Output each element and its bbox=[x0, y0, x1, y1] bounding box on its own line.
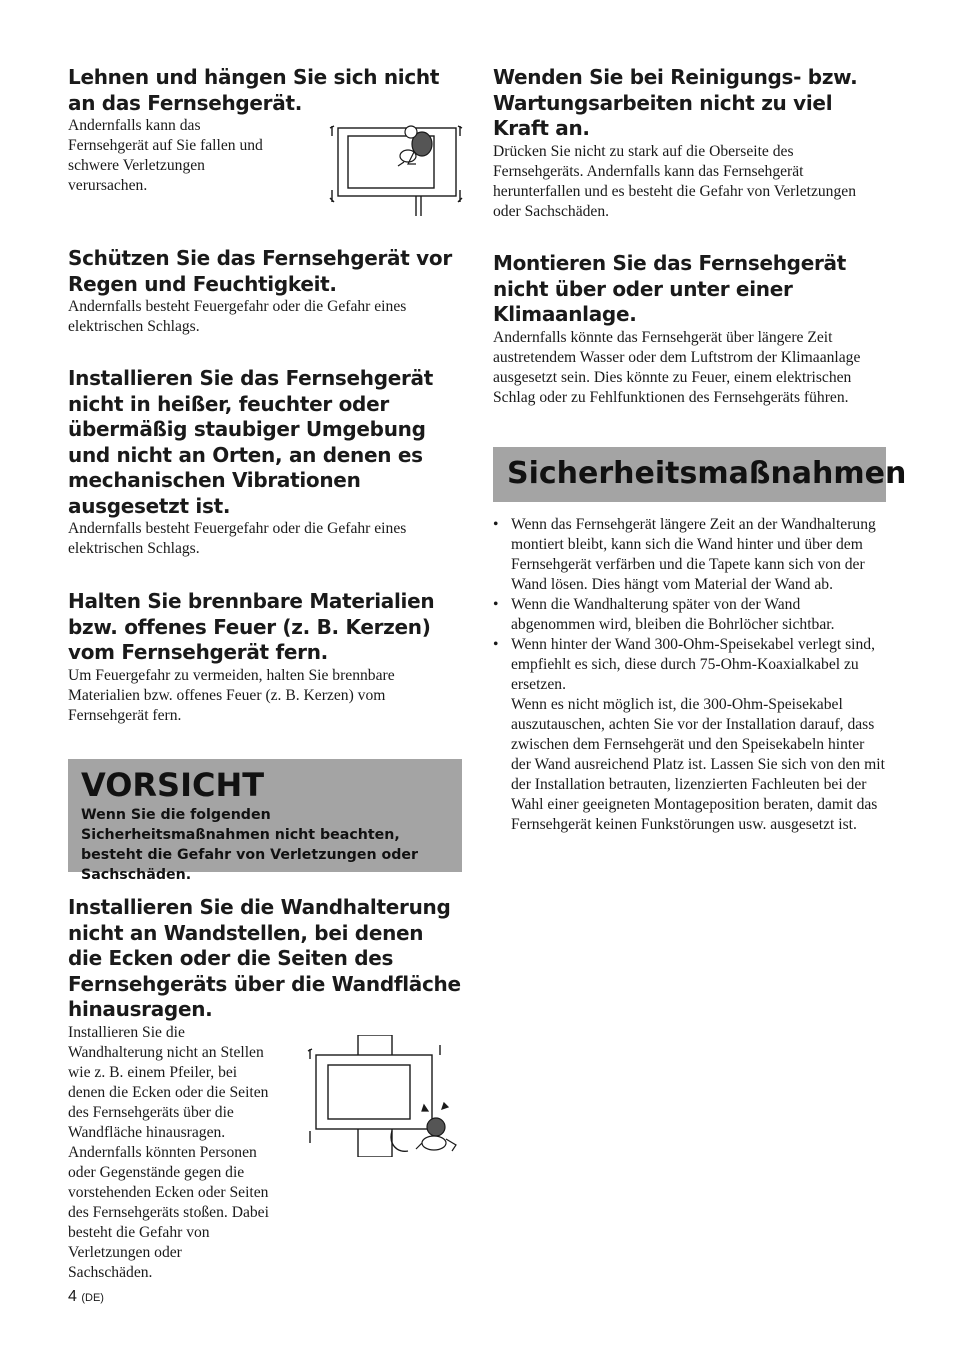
section-heading: Installieren Sie das Fernsehgerät nicht in heißer, feuchter oder übermäßig staubiger Umgebung und nicht an Orten, an denen es mechanischen Vibrationen ausgesetzt ist. bbox=[68, 366, 433, 518]
warning-moisture bbox=[68, 246, 462, 337]
section-heading: Installieren Sie die Wandhalterung nicht an Wandstellen, bei denen die Ecken oder die Seiten des Fernsehgeräts über die Wandfläche hinausragen. bbox=[68, 895, 461, 1021]
section-body: Drücken Sie nicht zu stark auf die Oberseite des Fernsehgeräts. Andernfalls kann das Fernsehgerät herunterfallen und es besteht die Gefahr von Verletzungen oder Sachschäden. bbox=[493, 142, 856, 220]
person-bumping-into-protruding-tv-icon bbox=[306, 1035, 462, 1157]
section-heading: Wenden Sie bei Reinigungs- bzw. Wartungsarbeiten nicht zu viel Kraft an. bbox=[493, 65, 858, 140]
warning-air-conditioner bbox=[493, 251, 887, 408]
section-body: Andernfalls besteht Feuergefahr oder die Gefahr eines elektrischen Schlags. bbox=[68, 298, 407, 335]
safety-measures-title: Sicherheitsmaßnahmen bbox=[507, 456, 907, 491]
section-body: Installieren Sie die Wandhalterung nicht an Stellen wie z. B. einem Pfeiler, bei denen die Ecken oder die Seiten des Fernsehgeräts über die Wandfläche hinausragen. Andernfalls könnten Personen oder Gegenstände gegen die vorstehenden Ecken oder Seiten des Fernsehgeräts stoßen. Dabei besteht die Gefahr von Verletzungen oder Sachschäden. bbox=[68, 1023, 269, 1281]
warning-fire bbox=[68, 589, 462, 726]
person-leaning-on-tv-icon bbox=[326, 120, 466, 220]
caution-title: VORSICHT bbox=[81, 766, 265, 804]
page-number: 4 (DE) bbox=[68, 1288, 104, 1305]
safety-measures-list bbox=[493, 515, 887, 835]
section-body: Andernfalls besteht Feuergefahr oder die Gefahr eines elektrischen Schlags. bbox=[68, 520, 407, 557]
safety-measures-header bbox=[493, 447, 907, 502]
section-body: Andernfalls könnte das Fernsehgerät über längere Zeit austretendem Wasser oder dem Luftstrom der Klimaanlage ausgesetzt sein. Dies könnte zu Feuer, einem elektrischen Schlag oder zu Fehlfunktionen des Fernsehgeräts führen. bbox=[493, 328, 861, 406]
list-item: • Wenn hinter der Wand 300-Ohm-Speisekabel verlegt sind, empfiehlt es sich, diese durch 75-Ohm-Koaxialkabel zu ersetzen. bbox=[493, 635, 887, 695]
section-body: Andernfalls kann das Fernsehgerät auf Sie fallen und schwere Verletzungen verursachen. bbox=[68, 117, 263, 194]
list-item: • Wenn die Wandhalterung später von der Wand abgenommen wird, bleiben die Bohrlöcher sichtbar. bbox=[493, 595, 887, 635]
caution-text: Wenn Sie die folgenden Sicherheitsmaßnahmen nicht beachten, besteht die Gefahr von Verletzungen oder Sachschäden. bbox=[81, 807, 419, 883]
section-heading: Lehnen und hängen Sie sich nicht an das Fernsehgerät. bbox=[68, 65, 440, 115]
caution-box bbox=[68, 759, 462, 883]
warning-cleaning bbox=[493, 65, 887, 222]
section-body: Um Feuergefahr zu vermeiden, halten Sie brennbare Materialien bzw. offenes Feuer (z. B. Kerzen) vom Fernsehgerät fern. bbox=[68, 666, 395, 724]
list-item: • Wenn das Fernsehgerät längere Zeit an der Wandhalterung montiert bleibt, kann sich die Wand hinter und über dem Fernsehgerät verfärben und die Tapete kann sich von der Wand lösen. Dies hängt vom Material der Wand ab. bbox=[493, 515, 887, 595]
section-heading: Halten Sie brennbare Materialien bzw. offenes Feuer (z. B. Kerzen) vom Fernsehgerät fern. bbox=[68, 589, 435, 664]
section-heading: Montieren Sie das Fernsehgerät nicht über oder unter einer Klimaanlage. bbox=[493, 251, 846, 326]
warning-environment bbox=[68, 366, 462, 559]
list-item-continuation: Wenn es nicht möglich ist, die 300-Ohm-Speisekabel auszutauschen, achten Sie vor der Installation darauf, dass zwischen dem Fernsehgerät und den Speisekabeln hinter der Wand ausreichend Platz ist. Lassen Sie sich von den mit der Installation betrauten, lizenzierten Fachleuten bei der Wahl einer geeigneten Montageposition beraten, damit das Fernsehgerät keinen Funkstörungen usw. ausgesetzt ist. bbox=[511, 696, 885, 833]
section-heading: Schützen Sie das Fernsehgerät vor Regen und Feuchtigkeit. bbox=[68, 246, 452, 296]
